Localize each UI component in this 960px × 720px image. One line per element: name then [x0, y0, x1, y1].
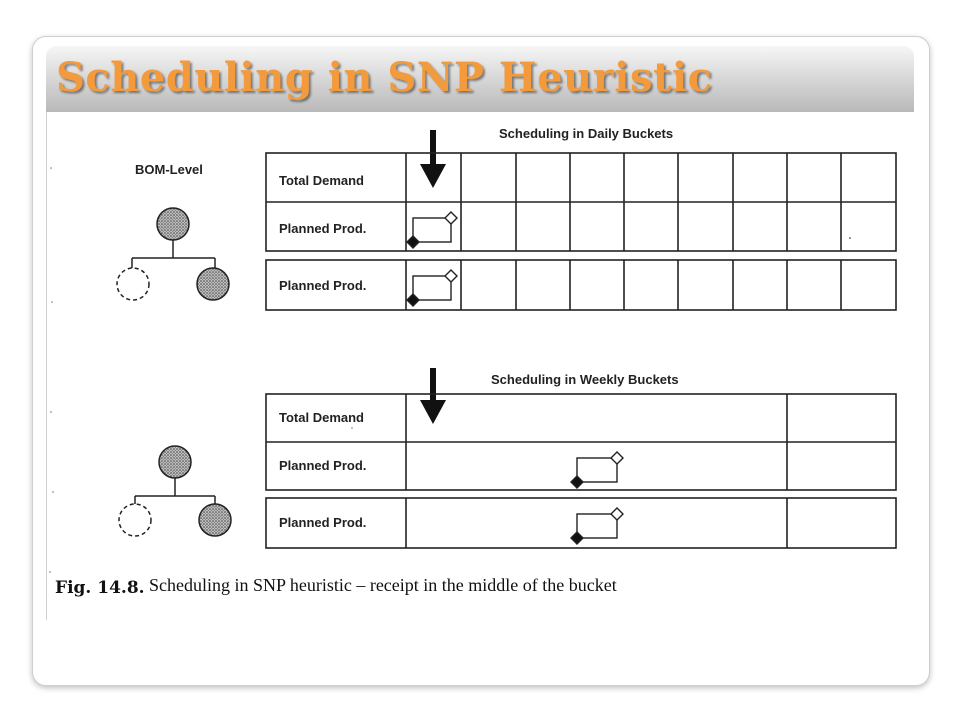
slide-title: Scheduling in SNP Heuristic	[56, 54, 713, 101]
bom-child-node-dashed	[117, 268, 149, 300]
receipt-marker-weekly-2	[571, 508, 623, 544]
scheduling-diagram	[47, 112, 915, 620]
bom-parent-node-weekly	[159, 446, 191, 478]
daily-buckets-heading: Scheduling in Daily Buckets	[499, 126, 674, 141]
figure-panel	[46, 112, 915, 620]
daily-row-total-demand: Total Demand	[279, 173, 364, 188]
receipt-marker-weekly-1	[571, 452, 623, 488]
receipt-marker-daily-1	[407, 212, 457, 248]
demand-arrow-weekly	[420, 368, 446, 424]
demand-arrow-daily	[420, 130, 446, 188]
bom-level-label: BOM-Level	[135, 162, 203, 177]
bom-tree-weekly	[119, 446, 231, 536]
bom-tree-daily	[117, 208, 229, 300]
figure-caption-text: Scheduling in SNP heuristic – receipt in the middle of the bucket	[149, 575, 617, 595]
figure-caption-number: Fig. 14.8.	[55, 578, 145, 598]
receipt-marker-daily-2	[407, 270, 457, 306]
daily-grid-top	[266, 153, 896, 251]
bom-child-node	[197, 268, 229, 300]
weekly-row-planned-prod-2: Planned Prod.	[279, 515, 367, 530]
weekly-buckets-heading: Scheduling in Weekly Buckets	[491, 372, 679, 387]
weekly-row-planned-prod-1: Planned Prod.	[279, 458, 367, 473]
bom-child-node-weekly	[199, 504, 231, 536]
bom-child-node-dashed-weekly	[119, 504, 151, 536]
weekly-row-total-demand: Total Demand	[279, 410, 364, 425]
daily-row-planned-prod-1: Planned Prod.	[279, 221, 367, 236]
daily-row-planned-prod-2: Planned Prod.	[279, 278, 367, 293]
bom-parent-node	[157, 208, 189, 240]
